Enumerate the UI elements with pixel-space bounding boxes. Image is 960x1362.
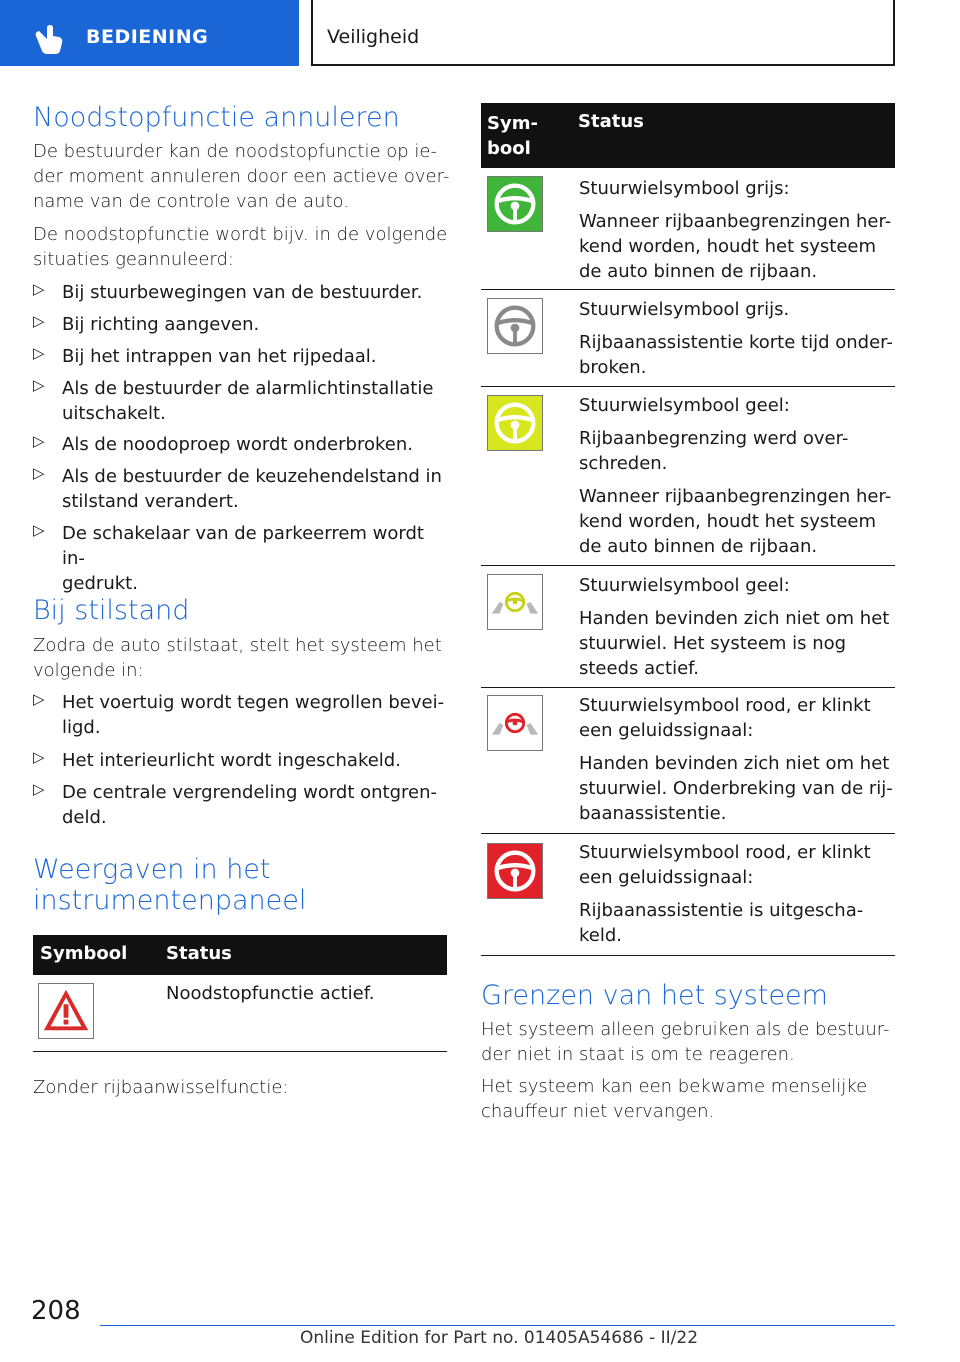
- col-symbool: Symbool: [40, 943, 128, 964]
- col-status: Status: [166, 943, 232, 964]
- table-header: [33, 935, 447, 975]
- chapter-box: [311, 0, 895, 66]
- steering-wheel-symbol: [487, 395, 543, 451]
- table-rule: [481, 833, 895, 834]
- hands-off-wheel-yellow-icon: [488, 575, 542, 629]
- bullet-triangle-icon: ▷: [33, 780, 45, 798]
- chapter-title: Veiligheid: [327, 26, 420, 48]
- bullet-triangle-icon: ▷: [33, 521, 45, 539]
- bullet-triangle-icon: ▷: [33, 748, 45, 766]
- status-cell: Stuurwielsymbool grijs. Rijbaanassistentie korte tijd onder- broken.: [579, 299, 893, 378]
- paragraph: Zodra de auto stilstaat, stelt het systeem het volgende in:: [33, 635, 442, 681]
- steering-wheel-green-icon: [488, 177, 542, 231]
- table-rule: [481, 687, 895, 688]
- paragraph: Het systeem alleen gebruiken als de bestuur- der niet in staat is om te reageren.: [481, 1019, 890, 1065]
- col-status: Status: [578, 111, 644, 132]
- table-rule: [481, 955, 895, 956]
- section-title: BEDIENING: [86, 26, 209, 48]
- bullet-triangle-icon: ▷: [33, 376, 45, 394]
- steering-wheel-red-icon: [488, 844, 542, 898]
- paragraph: Zonder rijbaanwisselfunctie:: [33, 1077, 289, 1098]
- steering-wheel-symbol: [487, 574, 543, 630]
- steering-wheel-symbol: [487, 176, 543, 232]
- hands-off-wheel-red-icon: [488, 696, 542, 750]
- status-cell: Stuurwielsymbool grijs: Wanneer rijbaanbegrenzingen her- kend worden, houdt het systeem de auto binnen de rijbaan.: [579, 178, 892, 282]
- heading-weergaven: Weergaven in het instrumentenpaneel: [33, 854, 307, 916]
- heading-noodstop: Noodstopfunctie annuleren: [33, 102, 400, 133]
- bullet-triangle-icon: ▷: [33, 344, 45, 362]
- table-rule: [481, 289, 895, 290]
- footer-rule: [100, 1325, 895, 1326]
- bullet-triangle-icon: ▷: [33, 432, 45, 450]
- page-number: 208: [31, 1296, 81, 1326]
- warning-symbol: [38, 983, 94, 1039]
- bullet-triangle-icon: ▷: [33, 464, 45, 482]
- steering-wheel-symbol: [487, 298, 543, 354]
- paragraph: De noodstopfunctie wordt bijv. in de volgende situaties geannuleerd:: [33, 224, 448, 270]
- paragraph: Het systeem kan een bekwame menselijke chauffeur niet vervangen.: [481, 1076, 868, 1122]
- table-header: [481, 103, 895, 168]
- section-tab[interactable]: [0, 0, 299, 66]
- steering-wheel-yellow-icon: [488, 396, 542, 450]
- heading-stilstand: Bij stilstand: [33, 595, 190, 626]
- status-cell: Stuurwielsymbool rood, er klinkt een geluidssignaal: Rijbaanassistentie is uitgescha- keld.: [579, 842, 871, 946]
- col-symbool: Sym- bool: [487, 113, 538, 159]
- heading-grenzen: Grenzen van het systeem: [481, 980, 828, 1011]
- table-rule: [481, 386, 895, 387]
- table-cell-status: Noodstopfunctie actief.: [166, 983, 375, 1004]
- table-rule: [481, 565, 895, 566]
- paragraph: De bestuurder kan de noodstopfunctie op ie- der moment annuleren door een actieve over- name van de controle van de auto.: [33, 141, 450, 212]
- bullet-triangle-icon: ▷: [33, 312, 45, 330]
- warning-triangle-icon: [39, 984, 93, 1038]
- steering-wheel-grey-icon: [488, 299, 542, 353]
- table-rule: [33, 1051, 447, 1052]
- steering-wheel-symbol: [487, 695, 543, 751]
- status-cell: Stuurwielsymbool geel: Rijbaanbegrenzing werd over- schreden. Wanneer rijbaanbegrenzingen her- kend worden, houdt het systeem de auto binnen de rijbaan.: [579, 395, 892, 557]
- footer-edition: Online Edition for Part no. 01405A54686 - II/22: [300, 1328, 699, 1348]
- steering-wheel-symbol: [487, 843, 543, 899]
- status-cell: Stuurwielsymbool rood, er klinkt een geluidssignaal: Handen bevinden zich niet om het stuurwiel. Onderbreking van de rij- baanassistentie.: [579, 695, 893, 824]
- hand-pointer-icon: [33, 22, 67, 56]
- bullet-triangle-icon: ▷: [33, 690, 45, 708]
- bullet-triangle-icon: ▷: [33, 280, 45, 298]
- status-cell: Stuurwielsymbool geel: Handen bevinden zich niet om het stuurwiel. Het systeem is nog steeds actief.: [579, 575, 890, 679]
